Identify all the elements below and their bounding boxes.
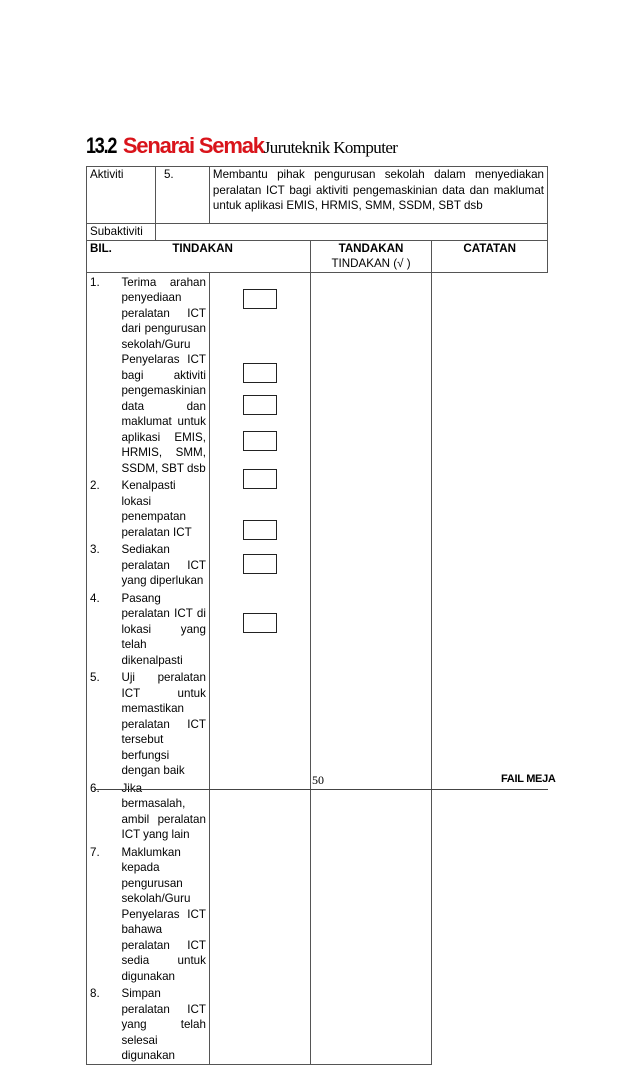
section-title (86, 133, 397, 165)
tandakan-cell (210, 466, 310, 512)
tick-checkbox[interactable] (243, 520, 277, 540)
tandakan-cell (210, 273, 310, 361)
row-bil: 3. (90, 543, 100, 556)
checklist-table (86, 166, 548, 1065)
footer-label: FAIL MEJA (501, 773, 556, 785)
row-tindakan: Kenalpasti lokasi penempatan peralatan ICT (121, 479, 192, 539)
aktiviti-row (87, 167, 548, 224)
section-title-red: Senarai Semak (122, 133, 264, 158)
row-tindakan: Uji peralatan ICT untuk memastikan peralatan ICT tersebut berfungsi dengan baik (121, 671, 206, 777)
footer-divider (94, 789, 548, 790)
header-tandakan (310, 240, 432, 272)
tindakan-list (87, 273, 209, 1064)
aktiviti-number: 5. (155, 167, 209, 224)
tandakan-cell (210, 361, 310, 395)
tandakan-cell (210, 512, 310, 550)
tandakan-cell (210, 550, 310, 608)
row-tindakan: Jika bermasalah, ambil peralatan ICT yang lain (121, 781, 206, 841)
header-tindakan: TINDAKAN (155, 240, 310, 272)
row-tindakan: Terima arahan penyediaan peralatan ICT dari pengurusan sekolah/Guru Penyelaras ICT bagi aktiviti pengemaskinian data dan maklumat untuk aplikasi EMIS, HRMIS, SMM, SSDM, SBT dsb (121, 275, 206, 475)
tandakan-cell (210, 428, 310, 466)
tick-checkbox[interactable] (243, 395, 277, 415)
catatan-column (310, 272, 432, 1064)
tandakan-cell (210, 608, 310, 644)
table-row (87, 984, 209, 1064)
tick-checkbox[interactable] (243, 554, 277, 574)
row-tindakan: Maklumkan kepada pengurusan sekolah/Guru Penyelaras ICT bahawa peralatan ICT sedia untuk digunakan (121, 845, 206, 983)
body-row (87, 272, 548, 1064)
row-bil: 5. (90, 671, 100, 684)
header-catatan: CATATAN (432, 240, 548, 272)
subaktiviti-value (155, 224, 547, 241)
section-title-rest: Juruteknik Komputer (263, 138, 398, 157)
table-row (87, 843, 209, 985)
tick-checkbox[interactable] (243, 289, 277, 309)
row-bil: 4. (90, 591, 100, 605)
header-row (87, 240, 548, 272)
bil-tindakan-cell (87, 272, 210, 1064)
aktiviti-label: Aktiviti (87, 167, 156, 224)
subaktiviti-label: Subaktiviti (87, 224, 156, 241)
table-row (87, 540, 209, 589)
tick-checkbox[interactable] (243, 431, 277, 451)
header-tandakan-line2: TINDAKAN (√ ) (331, 257, 411, 270)
row-bil: 6. (90, 781, 100, 795)
section-number: 13.2 (86, 133, 117, 158)
row-tindakan: Sediakan peralatan ICT yang diperlukan (121, 543, 206, 587)
tandakan-cell (210, 395, 310, 428)
tick-checkbox[interactable] (243, 469, 277, 489)
table-row (87, 589, 209, 669)
table-row (87, 476, 209, 540)
tick-checkbox[interactable] (243, 363, 277, 383)
header-tandakan-line1: TANDAKAN (338, 241, 404, 255)
table-row (87, 273, 209, 477)
tandakan-column (209, 272, 310, 1064)
row-bil: 8. (90, 987, 100, 1000)
tick-checkbox[interactable] (243, 613, 277, 633)
row-tindakan: Pasang peralatan ICT di lokasi yang telah dikenalpasti (121, 591, 206, 667)
page-number: 50 (312, 773, 324, 787)
row-bil: 2. (90, 479, 100, 492)
row-tindakan: Simpan peralatan ICT yang telah selesai digunakan (121, 987, 206, 1062)
header-bil: BIL. (87, 240, 156, 272)
table-row (87, 668, 209, 779)
aktiviti-description: Membantu pihak pengurusan sekolah dalam menyediakan peralatan ICT bagi aktiviti pengemaskinian data dan maklumat untuk aplikasi EMIS, HRMIS, SMM, SSDM, SBT dsb (209, 167, 547, 224)
row-bil: 1. (90, 275, 100, 289)
subaktiviti-row (87, 224, 548, 241)
row-bil: 7. (90, 845, 100, 859)
